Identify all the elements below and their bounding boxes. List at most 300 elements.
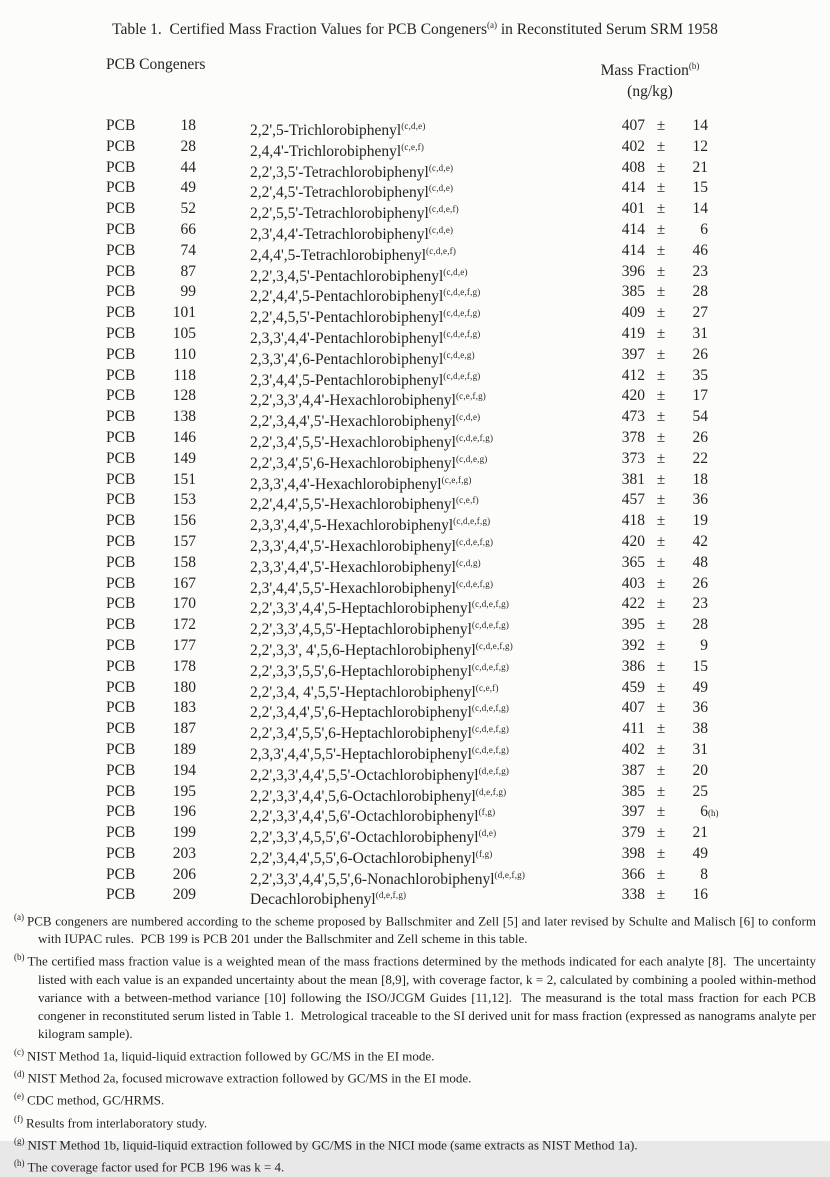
pcb-label: PCB	[106, 844, 136, 862]
uncertainty-value	[668, 178, 708, 199]
pcb-label: PCB	[106, 345, 136, 363]
pcb-label: PCB	[106, 158, 136, 176]
table-row	[0, 594, 830, 618]
pcb-number: 28	[180, 137, 196, 155]
pcb-number: 187	[172, 720, 196, 738]
table-row	[0, 241, 830, 262]
table-row	[0, 802, 830, 826]
table-row	[0, 885, 830, 909]
mass-value: 381	[621, 470, 645, 488]
footnote	[14, 1132, 816, 1154]
footnote	[14, 1043, 816, 1065]
congener-name-text: 2,2',3,3', 4',5,6-Heptachlorobiphenyl	[250, 642, 476, 660]
congener-name-text: 2,3',4,4',5-Pentachlorobiphenyl	[250, 371, 444, 389]
method-superscript: (d,e,f,g)	[475, 786, 507, 797]
plus-minus-sign: ±	[656, 699, 666, 717]
pcb-number: 196	[172, 803, 196, 821]
footnote-marker: (e)	[14, 1091, 24, 1102]
uncertainty-value	[668, 282, 708, 303]
pcb-number: 66	[180, 220, 196, 238]
method-superscript: (c,d,e)	[401, 121, 426, 131]
method-superscript: (c,d,e)	[428, 162, 454, 173]
table-row	[0, 178, 830, 202]
congener-name-text: 2,2',3,4,5'-Pentachlorobiphenyl	[250, 267, 444, 285]
plus-minus-sign: ±	[656, 408, 666, 426]
footnote-marker: (f)	[14, 1113, 23, 1124]
table-row	[0, 782, 830, 803]
mass-value: 414	[621, 179, 645, 197]
plus-minus-sign: ±	[656, 512, 666, 530]
plus-minus-sign: ±	[656, 179, 666, 197]
mass-value: 387	[621, 761, 645, 779]
table-title-suffix: in Reconstituted Serum SRM 1958	[497, 21, 718, 39]
pcb-number: 180	[172, 678, 196, 696]
footnote-marker: (a)	[14, 912, 24, 922]
mass-value: 397	[621, 803, 645, 821]
table-title-text: Table 1. Certified Mass Fraction Values for PCB Congeners	[112, 21, 487, 39]
uncertainty-text: 28	[692, 283, 708, 301]
plus-minus-sign: ±	[656, 553, 666, 571]
congener-name-text: 2,2',3,3',4,4',5,5',6-Nonachlorobiphenyl	[250, 870, 495, 888]
uncertainty-text: 25	[692, 782, 708, 800]
pcb-number: 110	[173, 345, 196, 363]
table-row	[0, 657, 830, 678]
uncertainty-text: 6	[700, 803, 708, 821]
congener-name-text: 2,2',5,5'-Tetrachlorobiphenyl	[250, 205, 429, 223]
uncertainty-text: 23	[692, 262, 708, 280]
table-row	[0, 428, 830, 452]
title-footnote-marker: (a)	[487, 20, 497, 30]
mass-value: 385	[621, 782, 645, 800]
plus-minus-sign: ±	[656, 886, 666, 904]
plus-minus-sign: ±	[656, 137, 666, 155]
plus-minus-sign: ±	[656, 824, 666, 842]
method-superscript: (c,d,e,f)	[426, 245, 457, 256]
footnote-text: NIST Method 2a, focused microwave extraction followed by GC/MS in the EI mode.	[27, 1070, 472, 1086]
uncertainty-text: 31	[692, 324, 708, 342]
method-superscript: (c,d,e,g)	[443, 349, 475, 360]
uncertainty-value	[668, 303, 708, 324]
uncertainty-value	[668, 220, 708, 241]
congener-name-text: 2,3,3',4,4',5'-Hexachlorobiphenyl	[250, 558, 456, 576]
uncertainty-text: 35	[692, 366, 708, 384]
mass-value: 385	[621, 283, 645, 301]
uncertainty-text: 28	[692, 616, 708, 634]
table-row	[0, 345, 830, 366]
uncertainty-text: 48	[692, 553, 708, 571]
plus-minus-sign: ±	[656, 782, 666, 800]
mass-value: 420	[621, 387, 645, 405]
table-row	[0, 449, 830, 470]
uncertainty-text: 17	[692, 387, 708, 405]
pcb-number: 203	[172, 844, 196, 862]
pcb-label: PCB	[106, 657, 136, 675]
table-row	[0, 574, 830, 595]
footnote-text: NIST Method 1b, liquid-liquid extraction followed by GC/MS in the NICI mode (same extracts as NIST Method 1a).	[27, 1137, 638, 1153]
pcb-label: PCB	[106, 304, 136, 322]
pcb-label: PCB	[106, 803, 136, 821]
table-row	[0, 407, 830, 431]
pcb-label: PCB	[106, 532, 136, 550]
uncertainty-text: 54	[692, 408, 708, 426]
pcb-number: 156	[172, 512, 196, 530]
table-row	[0, 532, 830, 556]
method-superscript: (c,d,e,f)	[428, 204, 459, 215]
mass-value: 402	[621, 137, 645, 155]
congener-name-text: 2,3,3',4,4'-Hexachlorobiphenyl	[250, 475, 442, 493]
pcb-label: PCB	[106, 324, 136, 342]
uncertainty-value	[668, 241, 708, 262]
uncertainty-text: 14	[692, 200, 708, 218]
method-superscript: (c,d,e,f,g)	[471, 620, 510, 631]
uncertainty-value	[668, 386, 708, 407]
congener-name-text: 2,3,3',4,4'-Pentachlorobiphenyl	[250, 330, 444, 348]
congener-name-text: 2,4,4',5-Tetrachlorobiphenyl	[250, 246, 427, 264]
uncertainty-text: 18	[692, 470, 708, 488]
plus-minus-sign: ±	[656, 761, 666, 779]
plus-minus-sign: ±	[656, 200, 666, 218]
congener-name-text: 2,2',3,4,4',5,5',6-Octachlorobiphenyl	[250, 850, 476, 868]
mass-value: 392	[621, 636, 645, 654]
mass-value: 396	[621, 262, 645, 280]
pcb-number: 170	[172, 595, 196, 613]
uncertainty-value	[668, 636, 708, 657]
pcb-number: 177	[172, 636, 196, 654]
pcb-number: 118	[173, 366, 196, 384]
congener-name-text: 2,3',4,4'-Tetrachlorobiphenyl	[250, 226, 429, 244]
congener-name-text: 2,2',3,4',5,5'-Hexachlorobiphenyl	[250, 434, 456, 452]
pcb-label: PCB	[106, 553, 136, 571]
pcb-number: 167	[172, 574, 196, 592]
pcb-label: PCB	[106, 470, 136, 488]
uncertainty-text: 26	[692, 428, 708, 446]
pcb-number: 206	[172, 865, 196, 883]
plus-minus-sign: ±	[656, 657, 666, 675]
uncertainty-text: 16	[692, 886, 708, 904]
congener-name-text: 2,2',3,3',4,4',5,6-Octachlorobiphenyl	[250, 787, 476, 805]
plus-minus-sign: ±	[656, 616, 666, 634]
plus-minus-sign: ±	[656, 470, 666, 488]
plus-minus-sign: ±	[656, 262, 666, 280]
congener-name-text: 2,2',5-Trichlorobiphenyl	[250, 122, 402, 140]
uncertainty-value	[668, 844, 708, 865]
method-superscript: (c,d,e,f,g)	[443, 370, 481, 381]
uncertainty-value	[668, 823, 708, 844]
mass-value: 338	[621, 886, 645, 904]
pcb-number: 199	[172, 824, 196, 842]
mass-value: 398	[621, 844, 645, 862]
table-row	[0, 761, 830, 782]
mass-value: 407	[621, 117, 645, 134]
pcb-label: PCB	[106, 886, 136, 904]
method-superscript: (c,d,e,f,g)	[471, 724, 510, 735]
footnote	[14, 1087, 816, 1109]
pcb-number: 178	[172, 657, 196, 675]
pcb-label: PCB	[106, 865, 136, 883]
pcb-number: 74	[180, 241, 196, 259]
pcb-label: PCB	[106, 117, 136, 134]
method-superscript: (c,d,e)	[455, 412, 481, 423]
footnote-text: CDC method, GC/HRMS.	[27, 1092, 165, 1108]
plus-minus-sign: ±	[656, 574, 666, 592]
pcb-label: PCB	[106, 408, 136, 426]
pcb-number: 99	[180, 283, 196, 301]
method-superscript: (f,g)	[478, 807, 496, 818]
pcb-label: PCB	[106, 699, 136, 717]
pcb-number: 194	[172, 761, 196, 779]
footnote-text: The coverage factor used for PCB 196 was k = 4.	[27, 1159, 285, 1175]
plus-minus-sign: ±	[656, 595, 666, 613]
uncertainty-value	[668, 782, 708, 803]
mass-value: 373	[621, 449, 645, 467]
table-row	[0, 324, 830, 348]
footnote	[14, 908, 820, 948]
pcb-label: PCB	[106, 200, 136, 218]
uncertainty-value	[668, 158, 708, 179]
uncertainty-value	[668, 574, 708, 595]
uncertainty-value	[668, 345, 708, 366]
congener-name-text: 2,2',3,4, 4',5,5'-Heptachlorobiphenyl	[250, 683, 476, 701]
mass-value: 378	[621, 428, 645, 446]
congener-name-text: 2,2',3,3',4,4',5,5'-Octachlorobiphenyl	[250, 766, 479, 784]
plus-minus-sign: ±	[656, 678, 666, 696]
uncertainty-value	[668, 470, 708, 491]
congener-name-text: 2,2',3,3',4,4',5-Heptachlorobiphenyl	[250, 600, 472, 618]
plus-minus-sign: ±	[656, 366, 666, 384]
pcb-label: PCB	[106, 262, 136, 280]
table-row	[0, 386, 830, 410]
table-row	[0, 303, 830, 327]
uncertainty-text: 49	[692, 844, 708, 862]
footnote	[14, 948, 820, 1042]
plus-minus-sign: ±	[656, 241, 666, 259]
method-superscript: (d,e,f,g)	[494, 869, 526, 880]
pcb-label: PCB	[106, 512, 136, 530]
pcb-number: 158	[172, 553, 196, 571]
pcb-label: PCB	[106, 220, 136, 238]
method-superscript: (f,g)	[475, 848, 493, 859]
pcb-label: PCB	[106, 366, 136, 384]
uncertainty-value	[668, 740, 708, 761]
pcb-label: PCB	[106, 137, 136, 155]
table-title	[0, 20, 830, 39]
footnote-marker: (d)	[14, 1068, 25, 1079]
plus-minus-sign: ±	[656, 117, 666, 134]
pcb-number: 157	[172, 532, 196, 550]
pcb-label: PCB	[106, 616, 136, 634]
method-superscript: (c,d,e,f,g)	[443, 287, 481, 298]
pcb-number: 189	[172, 740, 196, 758]
table-row	[0, 116, 830, 140]
column-header-mass-fraction	[584, 56, 716, 102]
mass-value: 409	[621, 304, 645, 322]
uncertainty-text: 8	[700, 865, 708, 883]
mass-value: 411	[622, 720, 645, 738]
uncertainty-text: 9	[700, 636, 708, 654]
uncertainty-value	[668, 449, 708, 470]
table-row	[0, 615, 830, 639]
method-superscript: (c,e,f,g)	[455, 391, 486, 402]
congener-name-text: 2,2',3,4,4',5',6-Heptachlorobiphenyl	[250, 704, 472, 722]
uncertainty-text: 36	[692, 491, 708, 509]
uncertainty-value	[668, 678, 708, 699]
plus-minus-sign: ±	[656, 532, 666, 550]
congener-name-text: 2,2',3,4,4',5'-Hexachlorobiphenyl	[250, 413, 456, 431]
table-row	[0, 137, 830, 158]
congener-name-text: 2,3,3',4,4',5,5'-Heptachlorobiphenyl	[250, 746, 472, 764]
method-superscript: (c,d,e,f,g)	[455, 536, 494, 547]
mass-value: 401	[621, 200, 645, 218]
congener-name-text: 2,2',4,5'-Tetrachlorobiphenyl	[250, 184, 429, 202]
pcb-label: PCB	[106, 720, 136, 738]
congener-name-text: 2,2',3,3',4,5,5',6'-Octachlorobiphenyl	[250, 829, 479, 847]
congener-name-text: 2,3,3',4,4',5'-Hexachlorobiphenyl	[250, 538, 456, 556]
mass-value: 412	[621, 366, 645, 384]
pcb-number: 138	[172, 408, 196, 426]
footnote	[14, 1065, 816, 1087]
pcb-label: PCB	[106, 678, 136, 696]
footnote	[14, 1154, 816, 1176]
pcb-number: 149	[172, 449, 196, 467]
footnote-marker: (c)	[14, 1046, 24, 1057]
footnote-marker: (b)	[14, 952, 25, 963]
uncertainty-value	[668, 116, 708, 137]
method-superscript: (c,d,e,f,g)	[471, 599, 510, 610]
uncertainty-value	[668, 428, 708, 449]
plus-minus-sign: ±	[656, 636, 666, 654]
uncertainty-text: 15	[692, 657, 708, 675]
table-row	[0, 282, 830, 306]
uncertainty-text: 36	[692, 699, 708, 717]
pcb-label: PCB	[106, 491, 136, 509]
mass-value: 414	[621, 241, 645, 259]
pcb-label: PCB	[106, 574, 136, 592]
mass-value: 403	[621, 574, 645, 592]
method-superscript: (c,d,e,f,g)	[475, 640, 513, 651]
pcb-number: 101	[172, 304, 196, 322]
uncertainty-value	[668, 657, 708, 678]
mass-value: 402	[621, 740, 645, 758]
table-row	[0, 823, 830, 847]
table-row	[0, 199, 830, 223]
mass-value: 366	[621, 865, 645, 883]
uncertainty-value	[668, 366, 708, 387]
plus-minus-sign: ±	[656, 720, 666, 738]
pcb-label: PCB	[106, 283, 136, 301]
uncertainty-text: 46	[692, 241, 708, 259]
uncertainty-value	[668, 761, 708, 782]
uncertainty-value	[668, 137, 708, 158]
pcb-number: 87	[180, 262, 196, 280]
congener-name-text: 2,2',3,3',4,5,5'-Heptachlorobiphenyl	[250, 621, 472, 639]
uncertainty-text: 15	[692, 179, 708, 197]
plus-minus-sign: ±	[656, 491, 666, 509]
pcb-number: 183	[172, 699, 196, 717]
mass-value: 418	[621, 512, 645, 530]
uncertainty-text: 38	[692, 720, 708, 738]
plus-minus-sign: ±	[656, 449, 666, 467]
method-superscript: (c,d,e,f,g)	[455, 578, 494, 589]
pcb-label: PCB	[106, 179, 136, 197]
uncertainty-text: 23	[692, 595, 708, 613]
pcb-label: PCB	[106, 761, 136, 779]
plus-minus-sign: ±	[656, 428, 666, 446]
pcb-number: 151	[172, 470, 196, 488]
method-superscript: (d,e,f,g)	[478, 765, 510, 776]
uncertainty-text: 12	[692, 137, 708, 155]
uncertainty-value	[668, 262, 708, 283]
mass-value: 379	[621, 824, 645, 842]
uncertainty-text: 21	[692, 158, 708, 176]
mass-value: 419	[621, 324, 645, 342]
uncertainty-text: 21	[692, 824, 708, 842]
table-row	[0, 511, 830, 535]
pcb-number: 128	[172, 387, 196, 405]
column-header-pcb-congeners: PCB Congeners	[106, 56, 206, 73]
uncertainty-text: 19	[692, 512, 708, 530]
congener-name-text: 2,2',4,4',5,5'-Hexachlorobiphenyl	[250, 496, 456, 514]
method-superscript: (c,d,e)	[428, 224, 454, 235]
method-superscript: (c,e,f,g)	[441, 474, 472, 485]
congener-name-text: 2,2',3,3',4,4',5,6'-Octachlorobiphenyl	[250, 808, 479, 826]
method-superscript: (c,d,e,f,g)	[453, 516, 491, 527]
uncertainty-text: 42	[692, 532, 708, 550]
table-row	[0, 158, 830, 179]
mass-value: 407	[621, 699, 645, 717]
table-row	[0, 844, 830, 868]
plus-minus-sign: ±	[656, 324, 666, 342]
mass-value: 420	[621, 532, 645, 550]
plus-minus-sign: ±	[656, 844, 666, 862]
congener-name-text: 2,2',3,3',5,5',6-Heptachlorobiphenyl	[250, 662, 472, 680]
method-superscript: (c,d,e)	[428, 183, 454, 194]
plus-minus-sign: ±	[656, 803, 666, 821]
method-superscript: (c,d,e)	[443, 266, 468, 277]
plus-minus-sign: ±	[656, 158, 666, 176]
uncertainty-text: 20	[692, 761, 708, 779]
mass-value: 473	[621, 408, 645, 426]
method-superscript: (c,d,e,f,g)	[471, 744, 510, 755]
footnote-marker: (g)	[14, 1135, 25, 1146]
uncertainty-text: 22	[692, 449, 708, 467]
uncertainty-value	[668, 594, 708, 615]
congener-rows	[0, 116, 830, 909]
method-superscript: (c,d,g)	[455, 557, 481, 568]
uncertainty-value	[668, 511, 708, 532]
mass-value: 459	[621, 678, 645, 696]
table-row	[0, 553, 830, 574]
pcb-label: PCB	[106, 636, 136, 654]
congener-name-text: 2,3,3',4',6-Pentachlorobiphenyl	[250, 350, 444, 368]
table-row	[0, 698, 830, 722]
uncertainty-value	[668, 885, 708, 906]
pcb-label: PCB	[106, 782, 136, 800]
pcb-number: 49	[180, 179, 196, 197]
pcb-number: 153	[172, 491, 196, 509]
pcb-label: PCB	[106, 387, 136, 405]
pcb-label: PCB	[106, 428, 136, 446]
congener-name-text: 2,2',4,4',5-Pentachlorobiphenyl	[250, 288, 444, 306]
mass-fraction-header-line	[584, 56, 716, 81]
congener-name-text: 2,2',3,4',5,5',6-Heptachlorobiphenyl	[250, 725, 472, 743]
uncertainty-value	[668, 407, 708, 428]
uncertainty-value	[668, 324, 708, 345]
pcb-label: PCB	[106, 824, 136, 842]
congener-name-text: 2,3',4,4',5,5'-Hexachlorobiphenyl	[250, 579, 456, 597]
footnote-text: Results from interlaboratory study.	[26, 1114, 208, 1130]
uncertainty-value	[668, 698, 708, 719]
unit-label: (ng/kg)	[627, 83, 673, 101]
